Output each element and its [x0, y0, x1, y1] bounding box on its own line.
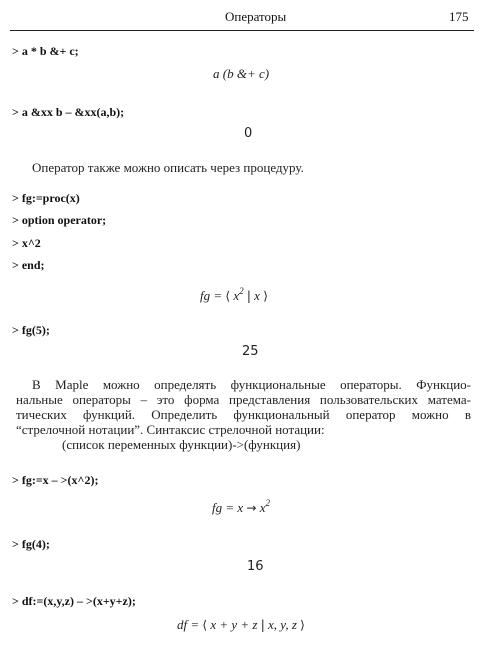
- maple-command: > df:=(x,y,z) – >(x+y+z);: [12, 594, 136, 608]
- maple-command: > option operator;: [12, 213, 107, 227]
- right-angle-bracket: ⟩: [300, 618, 305, 632]
- maple-output-arrow: [212, 498, 270, 516]
- paragraph-line: тических функций. Определить функциональный оператор можно в: [16, 407, 471, 422]
- maple-output-operator: [200, 286, 268, 304]
- output-var: x: [259, 500, 266, 515]
- page-number: 175: [449, 9, 469, 24]
- output-lhs: fg = x: [212, 500, 244, 515]
- body-text: Оператор также можно описать через процедуру.: [32, 160, 304, 175]
- maple-output: 0: [244, 126, 253, 141]
- maple-command: > fg:=x – >(x^2);: [12, 473, 99, 487]
- maple-command: > fg:=proc(x): [12, 191, 80, 205]
- maple-command: > fg(4);: [12, 537, 50, 551]
- maple-command: > end;: [12, 258, 45, 272]
- paragraph-line: (список переменных функции)->(функция): [62, 437, 301, 452]
- left-angle-bracket: ⟨: [202, 618, 208, 632]
- maple-output: 25: [242, 344, 259, 359]
- output-var: x: [254, 288, 260, 303]
- maple-command: > fg(5);: [12, 323, 50, 337]
- output-lhs: fg =: [200, 288, 226, 303]
- maple-command: > a &xx b – &xx(a,b);: [12, 105, 125, 119]
- output-var: x: [233, 288, 240, 303]
- paragraph-line: нальные операторы – это форма представления пользовательских матема-: [16, 392, 471, 407]
- right-angle-bracket: ⟩: [263, 289, 268, 303]
- running-header-title: Операторы: [225, 9, 287, 24]
- body-paragraph: [16, 377, 471, 452]
- maple-output-operator: [177, 617, 305, 633]
- maple-output: a (b &+ c): [213, 66, 270, 81]
- paragraph-line: “стрелочной нотации”. Синтаксис стрелочной нотации:: [16, 422, 325, 437]
- paragraph-line: В Maple можно определять функциональные операторы. Функцио-: [32, 377, 471, 392]
- separator-bar: |: [246, 289, 251, 303]
- separator-bar: |: [260, 618, 265, 632]
- arrow-symbol: →: [246, 501, 257, 515]
- output-expression: x + y + z: [207, 617, 261, 632]
- output-exponent: 2: [239, 286, 244, 296]
- output-lhs: df =: [177, 617, 203, 632]
- output-vars: x, y, z: [264, 617, 301, 632]
- maple-command: > a * b &+ c;: [12, 44, 79, 58]
- maple-command: > x^2: [12, 236, 41, 250]
- maple-output: 16: [247, 559, 264, 574]
- output-exponent: 2: [265, 498, 270, 508]
- header-divider: [10, 30, 474, 31]
- left-angle-bracket: ⟨: [225, 289, 231, 303]
